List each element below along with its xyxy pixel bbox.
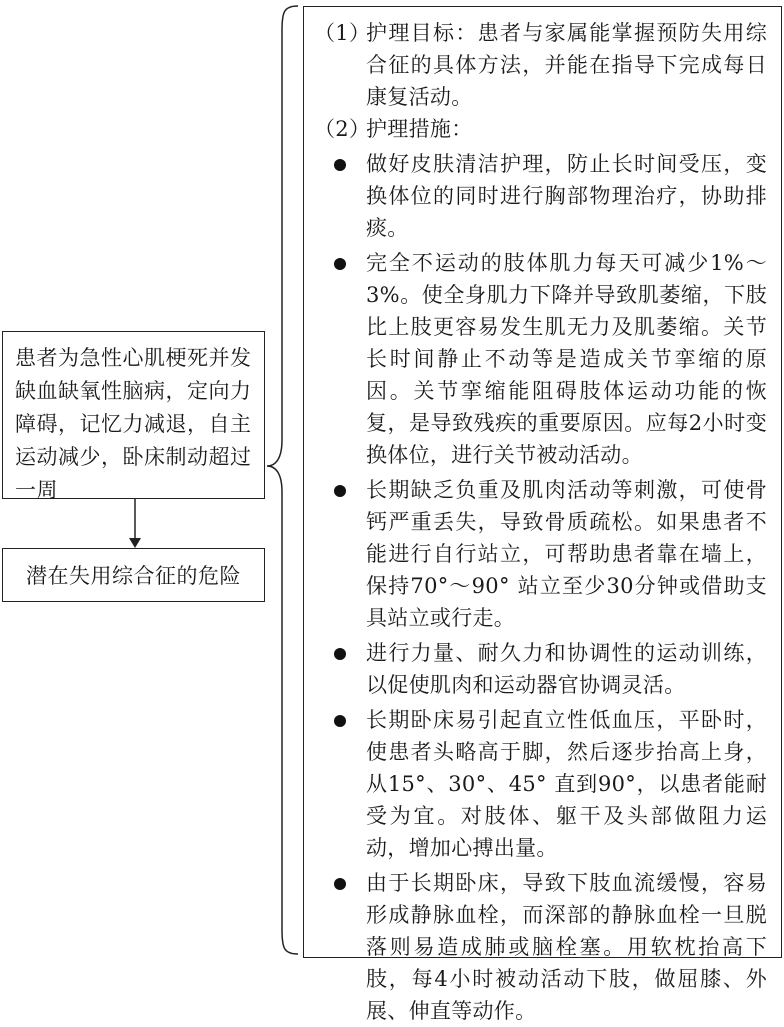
diagnosis-box [2,331,265,502]
measures-title: 护理措施： [366,117,473,141]
flow-arrow-head [129,538,141,548]
diagnosis-text: 患者为急性心肌梗死并发缺血缺氧性脑病，定向力障碍，记忆力减退，自主运动减少，卧床制动超过一周 [15,346,252,502]
measure-item [314,148,767,244]
measure-item [314,637,767,701]
nursing-diagnosis-text: 潜在失用综合征的危险 [26,564,241,588]
measure-item [314,704,767,864]
bullet-icon [314,867,366,1027]
curly-brace [267,6,298,954]
measure-text: 做好皮肤清洁护理，防止长时间受压，变换体位的同时进行胸部物理治疗，协助排痰。 [366,152,767,240]
measure-text: 进行力量、耐久力和协调性的运动训练，以促使肌肉和运动器官协调灵活。 [366,641,767,697]
bullet-icon [314,148,366,244]
measure-text: 长期卧床易引起直立性低血压，平卧时，使患者头略高于脚，然后逐步抬高上身，从15°、30°、45° 直到90°，以患者能耐受为宜。对肢体、躯干及头部做阻力运动，增加心搏出量。 [366,708,767,860]
measure-item [314,867,767,1027]
measure-item [314,474,767,634]
measure-item [314,247,767,471]
bullet-icon [314,474,366,634]
goal-number: （1） [314,21,371,45]
nursing-plan-box [303,6,782,1023]
measure-text: 由于长期卧床，导致下肢血流缓慢，容易形成静脉血栓，而深部的静脉血栓一旦脱落则易造成肺或脑栓塞。用软枕抬高下肢，每4小时被动活动下肢，做屈膝、外展、伸直等动作。 [366,871,767,1023]
bullet-icon [314,637,366,701]
nursing-measures-heading [314,113,767,145]
bullet-icon [314,247,366,471]
nursing-diagnosis-box [2,548,265,602]
nursing-goal-section [314,17,767,113]
measure-text: 长期缺乏负重及肌肉活动等刺激，可使骨钙严重丢失，导致骨质疏松。如果患者不能进行自行站立，可帮助患者靠在墙上，保持70°～90° 站立至少30分钟或借助支具站立或行走。 [366,478,767,630]
goal-text: 护理目标：患者与家属能掌握预防失用综合征的具体方法，并能在指导下完成每日康复活动。 [366,21,767,109]
bullet-icon [314,704,366,864]
measure-text: 完全不运动的肢体肌力每天可减少1%～3%。使全身肌力下降并导致肌萎缩，下肢比上肢更容易发生肌无力及肌萎缩。关节长时间静止不动等是造成关节挛缩的原因。关节挛缩能阻碍肢体运动功能的恢复，是导致残疾的重要原因。应每2小时变换体位，进行关节被动活动。 [366,251,767,467]
measures-number: （2） [314,117,371,141]
